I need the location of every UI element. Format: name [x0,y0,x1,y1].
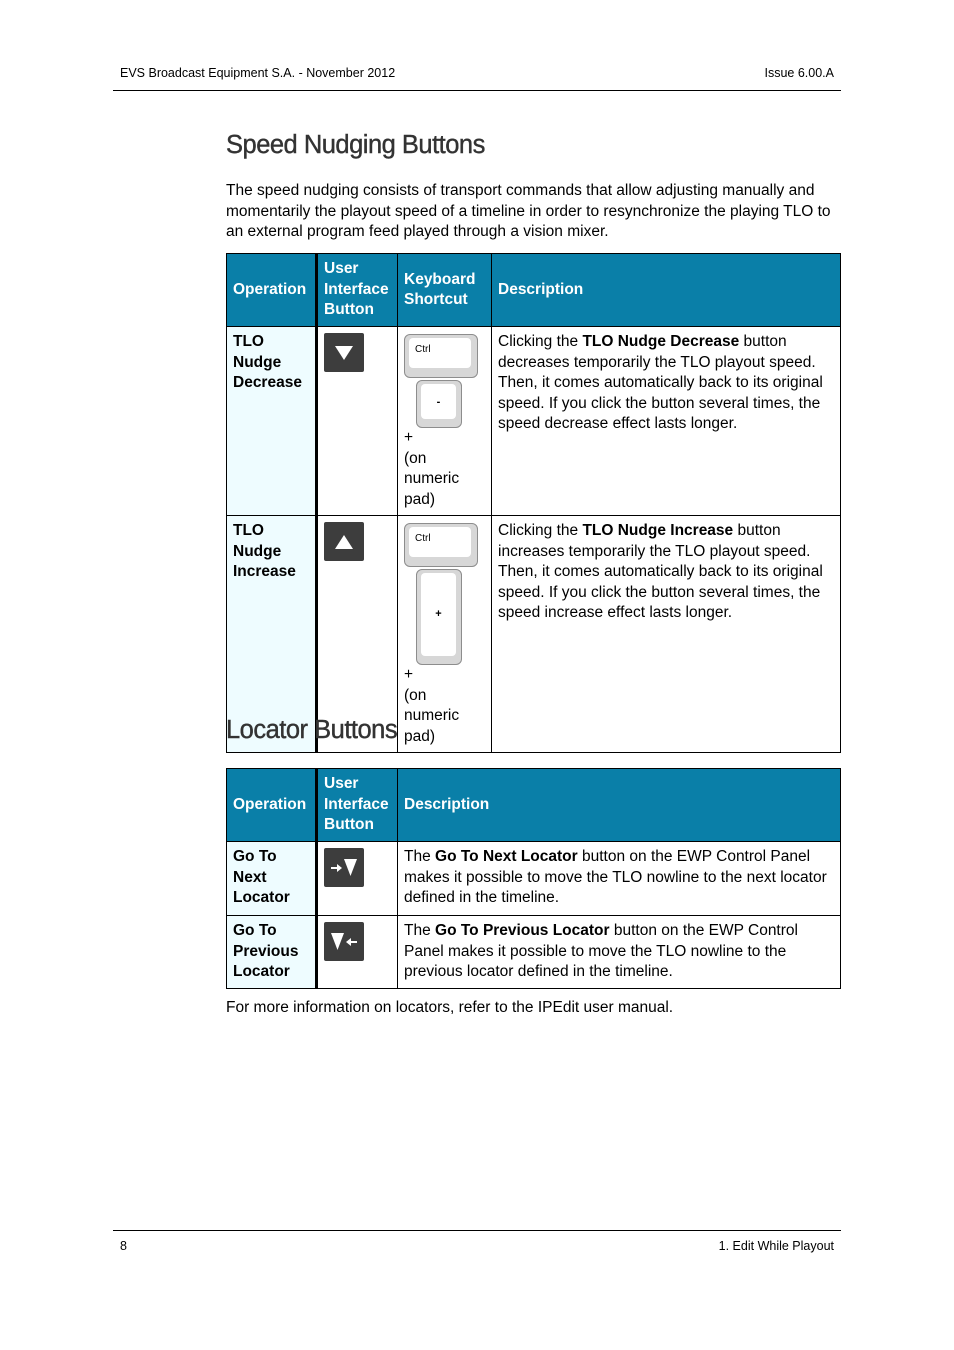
table-row [227,916,841,989]
col-header-shortcut: Keyboard Shortcut [398,254,492,327]
operation-cell: Go To Next Locator [227,842,317,916]
col-header-description: Description [398,769,841,842]
ui-button-cell [317,327,398,516]
operation-cell: TLO Nudge Decrease [227,327,317,516]
ui-button-cell [317,842,398,916]
intro-paragraph: The speed nudging consists of transport commands that allow adjusting manually and momentarily the playout speed of a timeline in order to resynchronize the playing TLO to an external program feed played through a vision mixer. [226,182,831,240]
page-footer [113,1230,841,1257]
locator-buttons-table [226,768,841,989]
footer-chapter: 1. Edit While Playout [718,1239,834,1253]
shortcut-plus: + [404,666,414,683]
page-number: 8 [120,1239,127,1253]
go-to-previous-locator-icon [324,922,364,961]
shortcut-note: (on numeric pad) [404,686,460,745]
shortcut-cell [398,516,492,753]
speed-nudging-table [226,253,841,753]
col-header-ui-button: User Interface Button [317,769,398,842]
header-left: EVS Broadcast Equipment S.A. - November 2012 [120,66,396,80]
operation-cell: Go To Previous Locator [227,916,317,989]
description-cell: The Go To Previous Locator button on the EWP Control Panel makes it possible to move the TLO nowline to the previous locator defined in the timeline. [398,916,841,989]
header-right: Issue 6.00.A [764,66,834,80]
operation-cell: TLO Nudge Increase [227,516,317,753]
triangle-down-icon [324,333,364,372]
description-cell: Clicking the TLO Nudge Increase button increases temporarily the TLO playout speed. Then, it comes automatically back to its original speed. If you click the button several times, the speed increase effect lasts longer. [492,516,841,753]
table-header-row [227,254,841,327]
locator-note: For more information on locators, refer to the IPEdit user manual. [226,999,674,1016]
shortcut-plus: + [404,429,414,446]
go-to-next-locator-icon [324,848,364,887]
page-header [113,64,841,91]
ctrl-key-icon: Ctrl [404,334,478,378]
description-cell: Clicking the TLO Nudge Decrease button decreases temporarily the TLO playout speed. Then, it comes automatically back to its original speed. If you click the button several times, the speed decrease effect lasts longer. [492,327,841,516]
triangle-up-icon [324,522,364,561]
ui-button-cell [317,916,398,989]
section-title-locator-buttons: Locator Buttons [226,716,398,744]
numpad-minus-key-icon: - [416,380,462,428]
numpad-plus-key-icon: + [416,569,462,665]
col-header-ui-button: User Interface Button [317,254,398,327]
shortcut-note: (on numeric pad) [404,449,460,508]
table-row [227,327,841,516]
table-row [227,842,841,916]
description-cell: The Go To Next Locator button on the EWP Control Panel makes it possible to move the TLO nowline to the next locator defined in the timeline. [398,842,841,916]
col-header-operation: Operation [227,254,317,327]
section-title-speed-nudging: Speed Nudging Buttons [226,131,485,159]
shortcut-cell [398,327,492,516]
ctrl-key-icon: Ctrl [404,523,478,567]
table-header-row [227,769,841,842]
col-header-operation: Operation [227,769,317,842]
col-header-description: Description [492,254,841,327]
